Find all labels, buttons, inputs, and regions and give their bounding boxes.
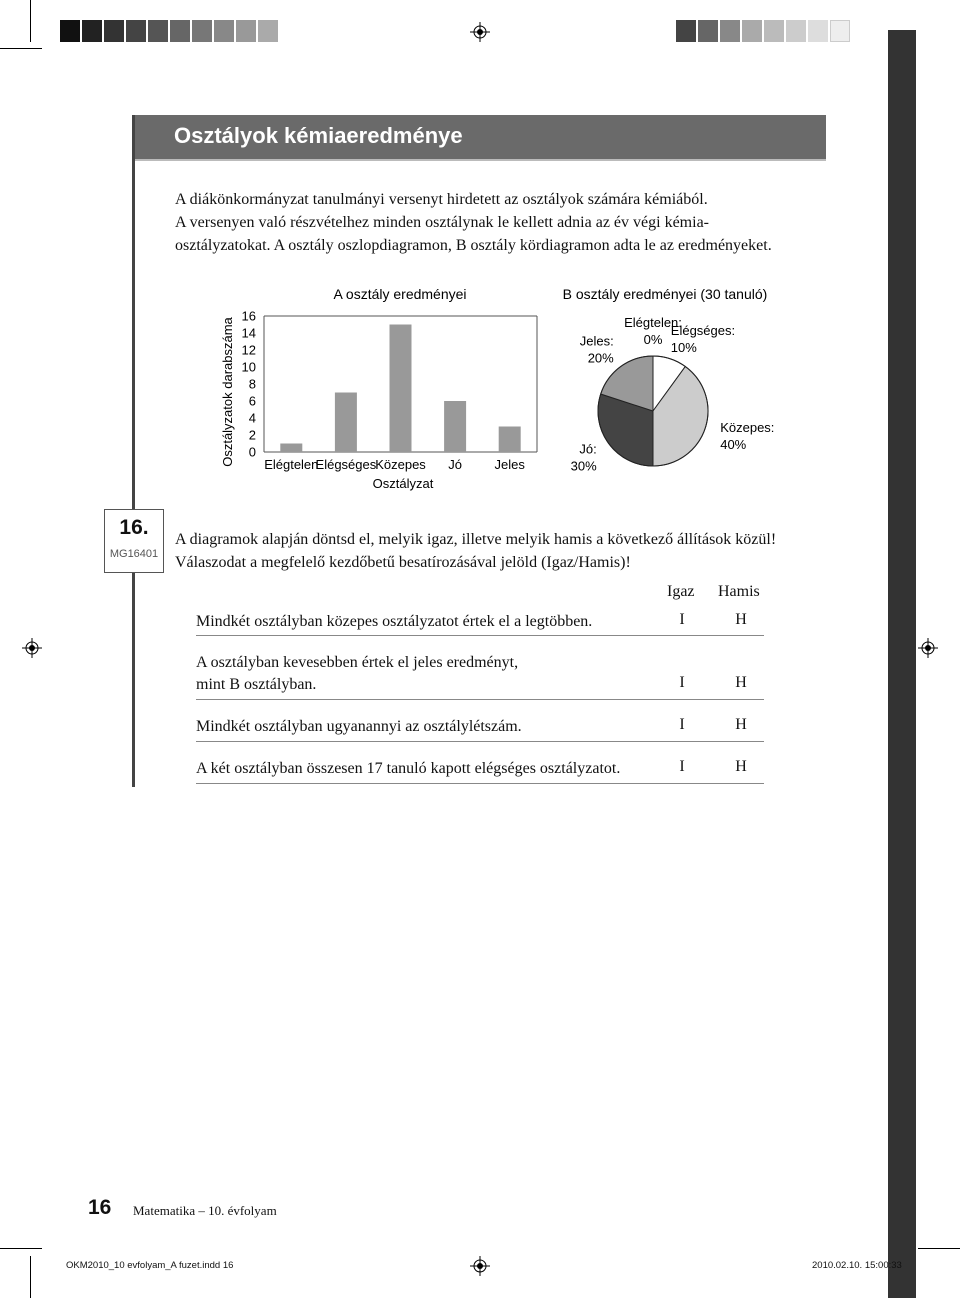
color-bar-swatch: [82, 20, 102, 42]
pie-slice-label: Elégtelen:: [624, 315, 682, 330]
pie-slice-label: Jó:: [579, 441, 597, 457]
intro-paragraph: [175, 188, 835, 257]
color-bar-swatch: [148, 20, 168, 42]
registration-mark-icon: [470, 1256, 490, 1276]
answer-true-option[interactable]: I: [679, 611, 685, 628]
intro-line: A versenyen való részvételhez minden osztálynak le kellett adnia az év végi kémia-: [175, 214, 709, 231]
pie-slice-percent: 30%: [570, 458, 597, 474]
question-number: 16.: [119, 516, 149, 539]
intro-line: A diákönkormányzat tanulmányi versenyt hirdetett az osztályok számára kémiából.: [175, 191, 708, 208]
pie-chart-title: B osztály eredményei (30 tanuló): [562, 286, 768, 302]
title-shadow: [134, 159, 826, 161]
answer-true-option[interactable]: I: [679, 758, 685, 775]
pie-slice-label: Közepes:: [720, 419, 775, 435]
page-edge-bar: [888, 30, 916, 1298]
statement-text: [196, 652, 518, 696]
column-header-false: Hamis: [718, 583, 760, 600]
slug-date: 2010.02.10. 15:00:33: [812, 1260, 902, 1271]
bar: [444, 401, 466, 452]
color-bar-swatch: [786, 20, 806, 42]
statement-text: [196, 611, 592, 633]
answer-false-option[interactable]: H: [735, 611, 747, 628]
x-category-label: Elégséges: [315, 457, 377, 472]
answer-false-option[interactable]: H: [735, 674, 747, 691]
column-header-true: Igaz: [667, 583, 695, 600]
color-bar-swatch: [170, 20, 190, 42]
left-margin-rule: [132, 115, 135, 787]
color-bar-swatch: [104, 20, 124, 42]
registration-mark-icon: [22, 638, 42, 658]
answer-true-option[interactable]: I: [679, 674, 685, 691]
y-tick-label: 0: [248, 444, 256, 460]
color-bar-swatch: [698, 20, 718, 42]
x-category-label: Jeles: [494, 457, 525, 472]
y-tick-label: 12: [241, 342, 256, 358]
color-bar-swatch: [236, 20, 256, 42]
section-title-bar: [134, 115, 826, 159]
color-bar-swatch: [126, 20, 146, 42]
pie-slice-percent: 10%: [670, 339, 697, 355]
statement-divider: [196, 699, 764, 700]
question-text: [175, 528, 875, 574]
bar-chart-xlabel: Osztályzat: [372, 476, 434, 491]
statement-line: A osztályban kevesebben értek el jeles eredményt,: [196, 654, 519, 671]
y-tick-label: 10: [241, 359, 256, 375]
intro-line: osztályzatokat. A osztály oszlopdiagramon, B osztály kördiagramon adta le az eredményeket.: [175, 237, 772, 254]
bar-chart-ylabel: Osztályzatok darabszáma: [220, 317, 235, 467]
statement-divider: [196, 741, 764, 742]
pie-slice-percent: 0%: [643, 332, 663, 347]
y-tick-label: 8: [248, 376, 256, 392]
question-number-box: [104, 509, 164, 573]
question-code: MG16401: [109, 548, 159, 560]
bar: [390, 325, 412, 453]
crop-mark: [30, 1256, 31, 1298]
statement-divider: [196, 783, 764, 784]
answer-false-option[interactable]: H: [735, 758, 747, 775]
x-category-label: Elégtelen: [264, 457, 319, 472]
y-tick-label: 2: [248, 427, 256, 443]
footer-subject: Matematika – 10. évfolyam: [133, 1203, 277, 1218]
color-bar-swatch: [258, 20, 278, 42]
y-tick-label: 4: [248, 410, 256, 426]
y-tick-label: 16: [241, 308, 256, 324]
pie-slice-label: Jeles:: [579, 333, 614, 349]
page-number: 16: [88, 1196, 112, 1219]
color-bar-swatch: [808, 20, 828, 42]
registration-mark-icon: [470, 22, 490, 42]
bar-chart: [215, 280, 545, 495]
answer-true-option[interactable]: I: [679, 716, 685, 733]
crop-mark: [918, 1248, 960, 1249]
color-bar-swatch: [676, 20, 696, 42]
registration-mark-icon: [918, 638, 938, 658]
y-tick-label: 6: [248, 393, 256, 409]
slug-file: OKM2010_10 evfolyam_A fuzet.indd 16: [66, 1260, 234, 1271]
crop-mark: [0, 1248, 42, 1249]
crop-mark: [30, 0, 31, 42]
x-category-label: Közepes: [375, 457, 426, 472]
color-bar-swatch: [60, 20, 80, 42]
pie-slice-label: Elégséges:: [670, 322, 736, 338]
statement-divider: [196, 635, 764, 636]
bar: [499, 427, 521, 453]
pie-chart: [555, 280, 790, 480]
color-bar-swatch: [742, 20, 762, 42]
page-title: Osztályok kémiaeredménye: [174, 123, 463, 148]
color-bar-swatch: [214, 20, 234, 42]
crop-mark: [0, 48, 42, 49]
question-line: A diagramok alapján döntsd el, melyik igaz, illetve melyik hamis a következő állítások közül!: [175, 531, 777, 548]
answer-false-option[interactable]: H: [735, 716, 747, 733]
pie-slice-percent: 40%: [720, 436, 747, 452]
statement-line: Mindkét osztályban közepes osztályzatot értek el a legtöbben.: [196, 613, 593, 630]
statement-line: A két osztályban összesen 17 tanuló kapott elégséges osztályzatot.: [196, 760, 621, 777]
color-bar-swatch: [720, 20, 740, 42]
color-bar-swatch: [192, 20, 212, 42]
question-line: Válaszodat a megfelelő kezdőbetű besatírozásával jelöld (Igaz/Hamis)!: [175, 554, 631, 571]
bar: [280, 444, 302, 453]
bar: [335, 393, 357, 453]
color-bar-swatch: [764, 20, 784, 42]
bar-chart-title: A osztály eredményei: [333, 286, 467, 302]
statement-line: mint B osztályban.: [196, 676, 317, 693]
y-tick-label: 14: [241, 325, 256, 341]
x-category-label: Jó: [448, 457, 462, 472]
pie-slice-percent: 20%: [587, 350, 614, 366]
statement-text: [196, 716, 522, 738]
statement-text: [196, 758, 620, 780]
color-bar-swatch: [830, 20, 850, 42]
statement-line: Mindkét osztályban ugyanannyi az osztálylétszám.: [196, 718, 522, 735]
